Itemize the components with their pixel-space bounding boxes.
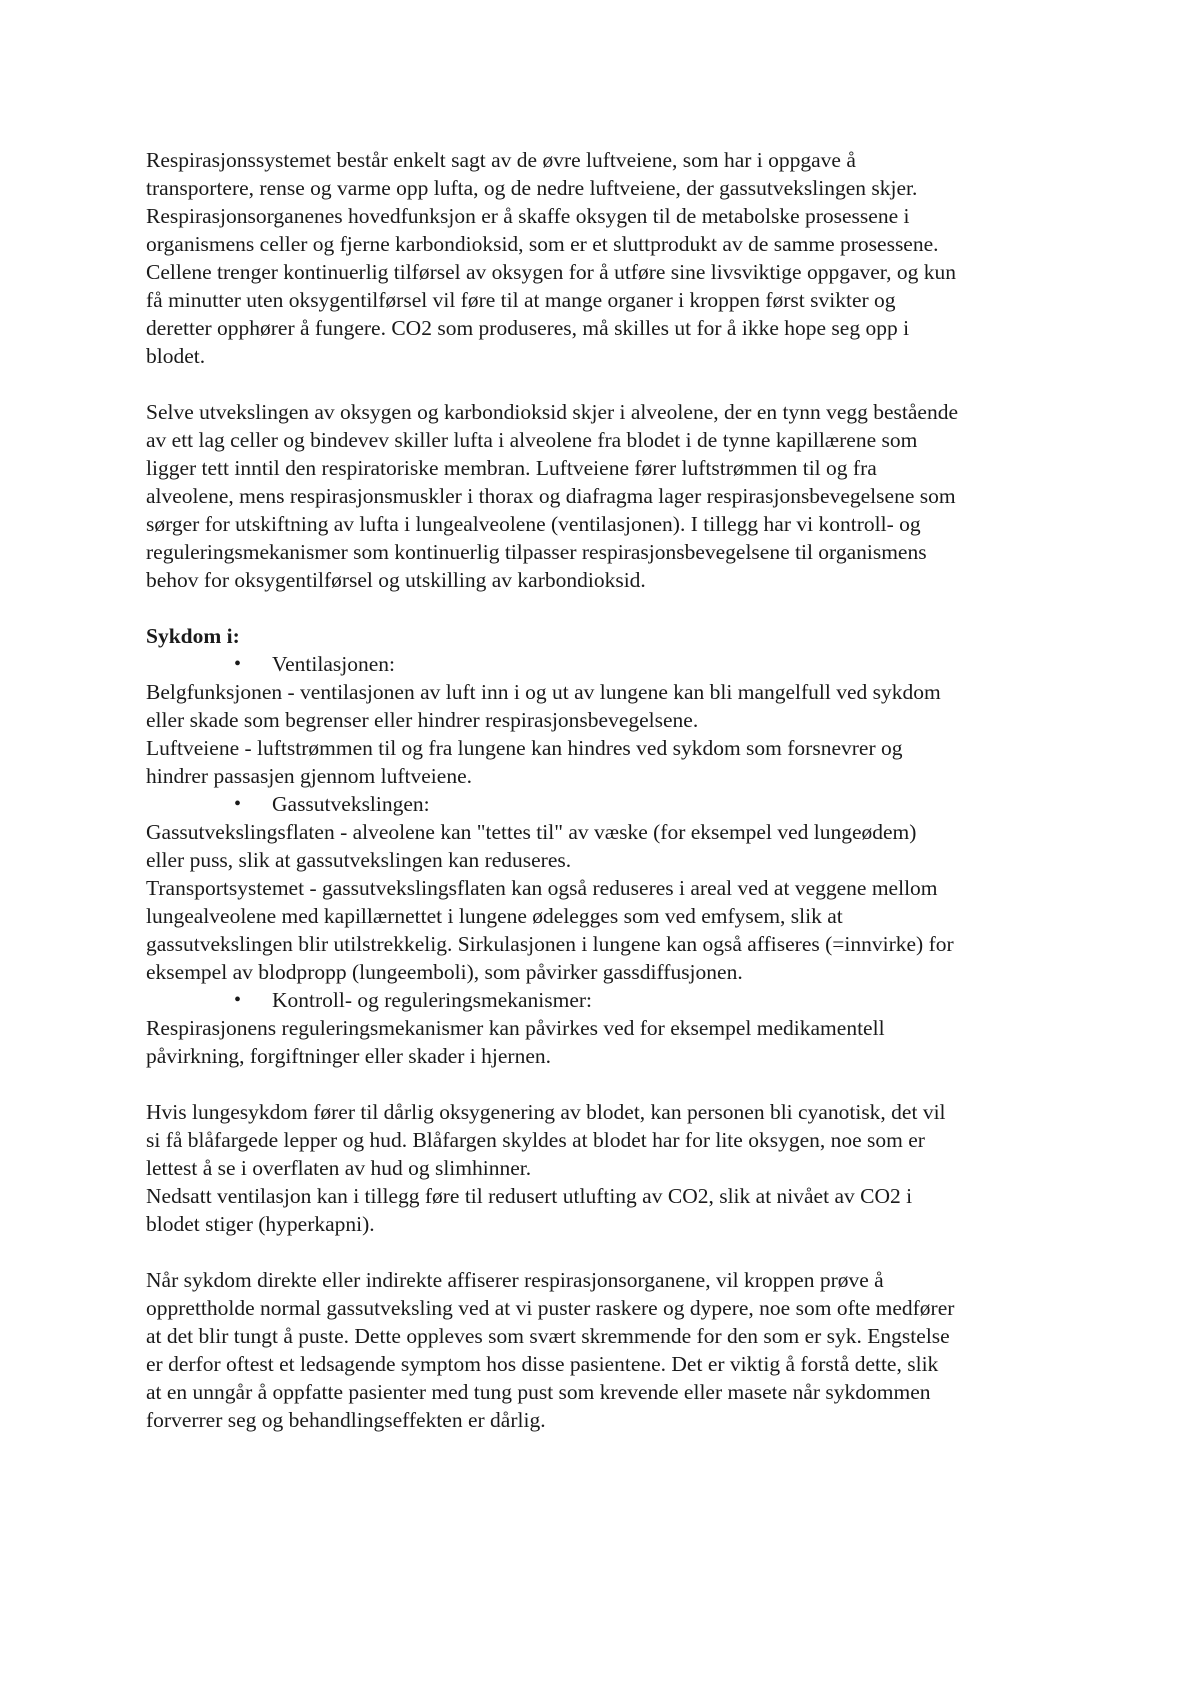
document-page bbox=[146, 146, 1066, 1434]
text-line: si få blåfargede lepper og hud. Blåfargen skyldes at blodet har for lite oksygen, noe som er bbox=[146, 1128, 925, 1152]
text-line: ligger tett inntil den respiratoriske membran. Luftveiene fører luftstrømmen til og fra bbox=[146, 456, 877, 480]
text-line: at det blir tungt å puste. Dette oppleves som svært skremmende for den som er syk. Engstelse bbox=[146, 1324, 950, 1348]
text-line: behov for oksygentilførsel og utskilling av karbondioksid. bbox=[146, 568, 646, 592]
disease-section-gas-exchange bbox=[146, 790, 1066, 986]
paragraph-spacer bbox=[146, 1070, 1066, 1098]
text-line: hindrer passasjen gjennom luftveiene. bbox=[146, 764, 472, 788]
text-line: Nedsatt ventilasjon kan i tillegg føre til redusert utlufting av CO2, slik at nivået av CO2 i bbox=[146, 1184, 913, 1208]
section-heading: Sykdom i: bbox=[146, 624, 240, 648]
text-line: få minutter uten oksygentilførsel vil føre til at mange organer i kroppen først svikter og bbox=[146, 288, 896, 312]
bullet-label: Gassutvekslingen: bbox=[272, 792, 430, 816]
bullet-item bbox=[146, 986, 1066, 1014]
text-line: blodet. bbox=[146, 344, 206, 368]
text-line: eller puss, slik at gassutvekslingen kan reduseres. bbox=[146, 848, 572, 872]
bullet-label: Kontroll- og reguleringsmekanismer: bbox=[272, 988, 593, 1012]
text-line: Hvis lungesykdom fører til dårlig oksygenering av blodet, kan personen bli cyanotisk, det vil bbox=[146, 1100, 946, 1124]
intro-paragraph bbox=[146, 146, 1066, 370]
text-line: Cellene trenger kontinuerlig tilførsel av oksygen for å utføre sine livsviktige oppgaver, og kun bbox=[146, 260, 956, 284]
text-line: at en unngår å oppfatte pasienter med tung pust som krevende eller masete når sykdommen bbox=[146, 1380, 931, 1404]
text-line: reguleringsmekanismer som kontinuerlig tilpasser respirasjonsbevegelsene til organismens bbox=[146, 540, 927, 564]
text-line: sørger for utskiftning av lufta i lungealveolene (ventilasjonen). I tillegg har vi kontroll- og bbox=[146, 512, 921, 536]
text-line: Respirasjonens reguleringsmekanismer kan påvirkes ved for eksempel medikamentell bbox=[146, 1016, 885, 1040]
bullet-label: Ventilasjonen: bbox=[272, 652, 396, 676]
text-line: Respirasjonssystemet består enkelt sagt av de øvre luftveiene, som har i oppgave å bbox=[146, 148, 856, 172]
text-line: lungealveolene med kapillærnettet i lungene ødelegges som ved emfysem, slik at bbox=[146, 904, 843, 928]
text-line: eksempel av blodpropp (lungeemboli), som påvirker gassdiffusjonen. bbox=[146, 960, 743, 984]
text-line: organismens celler og fjerne karbondioksid, som er et sluttprodukt av de samme prosessene. bbox=[146, 232, 939, 256]
text-line: transportere, rense og varme opp lufta, og de nedre luftveiene, der gassutvekslingen skjer. bbox=[146, 176, 918, 200]
text-line: Når sykdom direkte eller indirekte affiserer respirasjonsorganene, vil kroppen prøve å bbox=[146, 1268, 884, 1292]
text-line: av ett lag celler og bindevev skiller lufta i alveolene fra blodet i de tynne kapillærene som bbox=[146, 428, 918, 452]
text-line: eller skade som begrenser eller hindrer respirasjonsbevegelsene. bbox=[146, 708, 699, 732]
breathing-paragraph bbox=[146, 1266, 1066, 1434]
text-line: Gassutvekslingsflaten - alveolene kan "tettes til" av væske (for eksempel ved lungeødem) bbox=[146, 820, 917, 844]
text-line: forverrer seg og behandlingseffekten er dårlig. bbox=[146, 1408, 546, 1432]
bullet-icon: • bbox=[234, 793, 242, 815]
text-line: opprettholde normal gassutveksling ved at vi puster raskere og dypere, noe som ofte medfører bbox=[146, 1296, 955, 1320]
text-line: deretter opphører å fungere. CO2 som produseres, må skilles ut for å ikke hope seg opp i bbox=[146, 316, 910, 340]
paragraph-spacer bbox=[146, 594, 1066, 622]
text-line: Transportsystemet - gassutvekslingsflaten kan også reduseres i areal ved at veggene mellom bbox=[146, 876, 938, 900]
disease-section-regulation bbox=[146, 986, 1066, 1070]
bullet-item bbox=[146, 650, 1066, 678]
text-line: blodet stiger (hyperkapni). bbox=[146, 1212, 375, 1236]
text-line: alveolene, mens respirasjonsmuskler i thorax og diafragma lager respirasjonsbevegelsene som bbox=[146, 484, 956, 508]
cyanosis-paragraph bbox=[146, 1098, 1066, 1238]
bullet-icon: • bbox=[234, 653, 242, 675]
text-line: Respirasjonsorganenes hovedfunksjon er å skaffe oksygen til de metabolske prosessene i bbox=[146, 204, 910, 228]
text-line: Luftveiene - luftstrømmen til og fra lungene kan hindres ved sykdom som forsnevrer og bbox=[146, 736, 903, 760]
paragraph-spacer bbox=[146, 370, 1066, 398]
paragraph-spacer bbox=[146, 1238, 1066, 1266]
text-line: Selve utvekslingen av oksygen og karbondioksid skjer i alveolene, der en tynn vegg bestående bbox=[146, 400, 959, 424]
text-line: påvirkning, forgiftninger eller skader i hjernen. bbox=[146, 1044, 551, 1068]
text-line: Belgfunksjonen - ventilasjonen av luft inn i og ut av lungene kan bli mangelfull ved sykdom bbox=[146, 680, 941, 704]
bullet-icon: • bbox=[234, 989, 242, 1011]
bullet-item bbox=[146, 790, 1066, 818]
text-line: er derfor oftest et ledsagende symptom hos disse pasientene. Det er viktig å forstå dette, slik bbox=[146, 1352, 939, 1376]
alveoli-paragraph bbox=[146, 398, 1066, 594]
text-line: gassutvekslingen blir utilstrekkelig. Sirkulasjonen i lungene kan også affiseres (=innvirke) for bbox=[146, 932, 954, 956]
disease-section-ventilation bbox=[146, 650, 1066, 790]
text-line: lettest å se i overflaten av hud og slimhinner. bbox=[146, 1156, 532, 1180]
